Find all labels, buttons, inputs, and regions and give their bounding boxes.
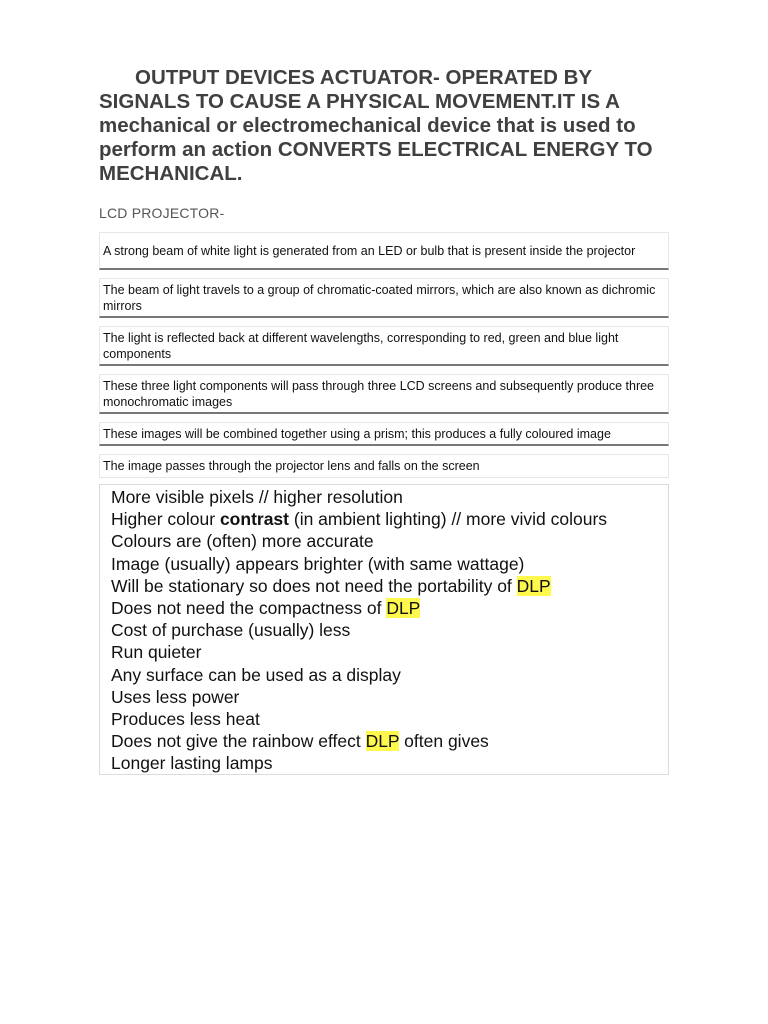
advantage-line (111, 575, 657, 597)
advantage-text: Colours are (often) more accurate (111, 531, 374, 552)
highlighted-term: DLP (516, 575, 551, 596)
advantage-text: (in ambient lighting) // more vivid colours (289, 509, 608, 530)
advantage-text: often gives (399, 731, 489, 752)
advantage-text: More visible pixels // higher resolution (111, 487, 403, 507)
page-heading: OUTPUT DEVICES ACTUATOR- OPERATED BY SIGNALS TO CAUSE A PHYSICAL MOVEMENT.IT IS A mechanical or electromechanical device that is used to perform an action CONVERTS ELECTRICAL ENERGY TO MECHANICAL. (99, 66, 653, 185)
advantage-line (111, 597, 657, 619)
step-text: These images will be combined together using a prism; this produces a fully coloured image (103, 426, 611, 441)
advantage-text: Does not need the compactness of (111, 598, 387, 619)
step-text: The image passes through the projector lens and falls on the screen (103, 459, 480, 473)
advantage-line (111, 508, 657, 530)
advantage-line (111, 664, 657, 686)
advantage-line (111, 708, 657, 730)
advantage-bold-text: contrast (219, 509, 289, 530)
advantage-line (111, 530, 657, 552)
highlighted-term: DLP (386, 598, 421, 619)
advantage-text: Will be stationary so does not need the portability of (111, 575, 517, 596)
advantage-text: Longer lasting lamps (111, 753, 273, 774)
advantage-line (111, 619, 657, 641)
process-steps-list (99, 232, 669, 478)
step-item-5 (99, 422, 669, 446)
advantage-line (111, 486, 657, 508)
advantage-line (111, 553, 657, 575)
advantages-box (99, 484, 669, 775)
advantage-text: Any surface can be used as a display (111, 664, 401, 685)
step-item-3 (99, 326, 669, 366)
step-text: The beam of light travels to a group of chromatic-coated mirrors, which are also known as dichromic mirrors (103, 282, 656, 313)
advantage-text: Cost of purchase (usually) less (111, 620, 351, 641)
advantage-line (111, 641, 657, 663)
advantage-text: Produces less heat (111, 709, 260, 730)
section-subheading: LCD PROJECTOR- (99, 205, 225, 221)
step-item-2 (99, 278, 669, 318)
step-item-4 (99, 374, 669, 414)
advantage-text: Does not give the rainbow effect (111, 731, 366, 752)
advantage-text: Run quieter (111, 642, 202, 663)
advantage-line (111, 752, 657, 774)
step-item-6 (99, 454, 669, 478)
highlighted-term: DLP (365, 731, 400, 752)
step-text: A strong beam of white light is generated from an LED or bulb that is present inside the projector (103, 243, 636, 258)
advantage-text: Uses less power (111, 686, 240, 707)
step-item-1 (99, 232, 669, 270)
advantage-text: Higher colour (111, 509, 220, 530)
step-text: The light is reflected back at different wavelengths, corresponding to red, green and blue light components (103, 330, 619, 361)
advantage-line (111, 686, 657, 708)
advantage-line (111, 730, 657, 752)
advantage-text: Image (usually) appears brighter (with same wattage) (111, 553, 525, 574)
step-text: These three light components will pass through three LCD screens and subsequently produce three monochromatic images (103, 378, 655, 409)
